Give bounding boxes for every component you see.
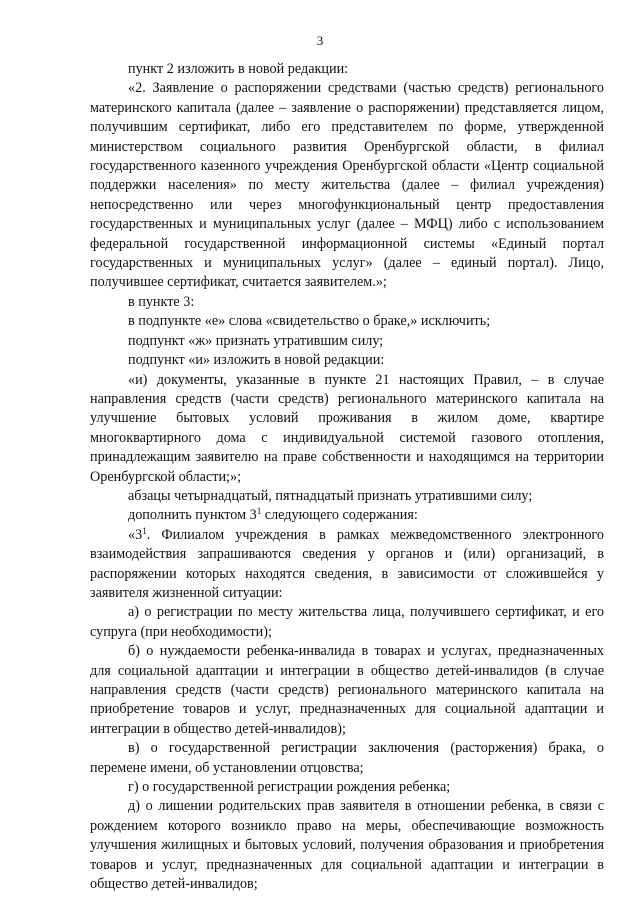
- paragraph: д) о лишении родительских прав заявителя в отношении ребенка, в связи с рождением которого возникло право на меры, обеспечивающие возможность улучшения жилищных и бытовых условий, получения образования и приобретения товаров и услуг, предназначенных для социальной адаптации и интеграции в общество детей-инвалидов;: [90, 798, 604, 893]
- paragraph: абзацы четырнадцатый, пятнадцатый признать утратившими силу;: [128, 487, 533, 504]
- paragraph: г) о государственной регистрации рождения ребенка;: [128, 779, 451, 796]
- paragraph: в) о государственной регистрации заключения (расторжения) брака, о перемене имени, об установлении отцовства;: [90, 740, 604, 776]
- paragraph: подпункт «и» изложить в новой редакции:: [128, 352, 385, 369]
- document-body: [90, 60, 604, 894]
- paragraph: подпункт «ж» признать утратившим силу;: [128, 332, 384, 349]
- paragraph: б) о нуждаемости ребенка-инвалида в товарах и услугах, предназначенных для социальной адаптации и интеграции в общество детей-инвалидов (в случае направления средств (части средств) регионального материнского капитала на приобретение товаров и услуг, предназначенных для социальной адаптации и интеграции в общество детей-инвалидов);: [90, 643, 604, 737]
- page-number: 3: [316, 33, 324, 48]
- superscript: 1: [256, 506, 262, 517]
- paragraph: в пункте 3:: [128, 293, 195, 310]
- paragraph: а) о регистрации по месту жительства лица, получившего сертификат, и его супруга (при необходимости);: [90, 604, 604, 640]
- paragraph: «и) документы, указанные в пункте 21 настоящих Правил, – в случае направления средств (части средств) регионального материнского капитала на улучшение бытовых условий проживания в жилом доме, квартире многоквартирного дома с индивидуальной системой газового отопления, принадлежащим заявителю на праве собственности и находящимся на территории Оренбургской области;»;: [90, 371, 604, 485]
- paragraph: в подпункте «е» слова «свидетельство о браке,» исключить;: [128, 313, 491, 330]
- superscript: 1: [142, 525, 147, 536]
- paragraph: пункт 2 изложить в новой редакции:: [128, 61, 349, 77]
- paragraph: дополнить пунктом $3^1$ следующего содержания:: [128, 506, 418, 524]
- paragraph: «2. Заявление о распоряжении средствами (частью средств) регионального материнского капитала (далее – заявление о распоряжении) представляется лицом, получившим сертификат, либо его представителем по форме, утвержденной министерством социального развития Оренбургской области, в филиал государственного казенного учреждения Оренбургской области «Центр социальной поддержки населения» по месту жительства (далее – филиал учреждения) непосредственно или через многофункциональный центр предоставления государственных и муниципальных услуг (далее – МФЦ) либо с использованием федеральной государственной информационной системы «Единый портал государственных и муниципальных услуг» (далее – единый портал). Лицо, получившее сертификат, считается заявителем.»;: [90, 80, 604, 291]
- paragraph: «$3^1$. Филиалом учреждения в рамках межведомственного электронного взаимодействия запрашиваются сведения у органов и (или) организаций, в распоряжении которых находятся сведения, в зависимости от сложившейся у заявителя жизненной ситуации:: [90, 525, 604, 601]
